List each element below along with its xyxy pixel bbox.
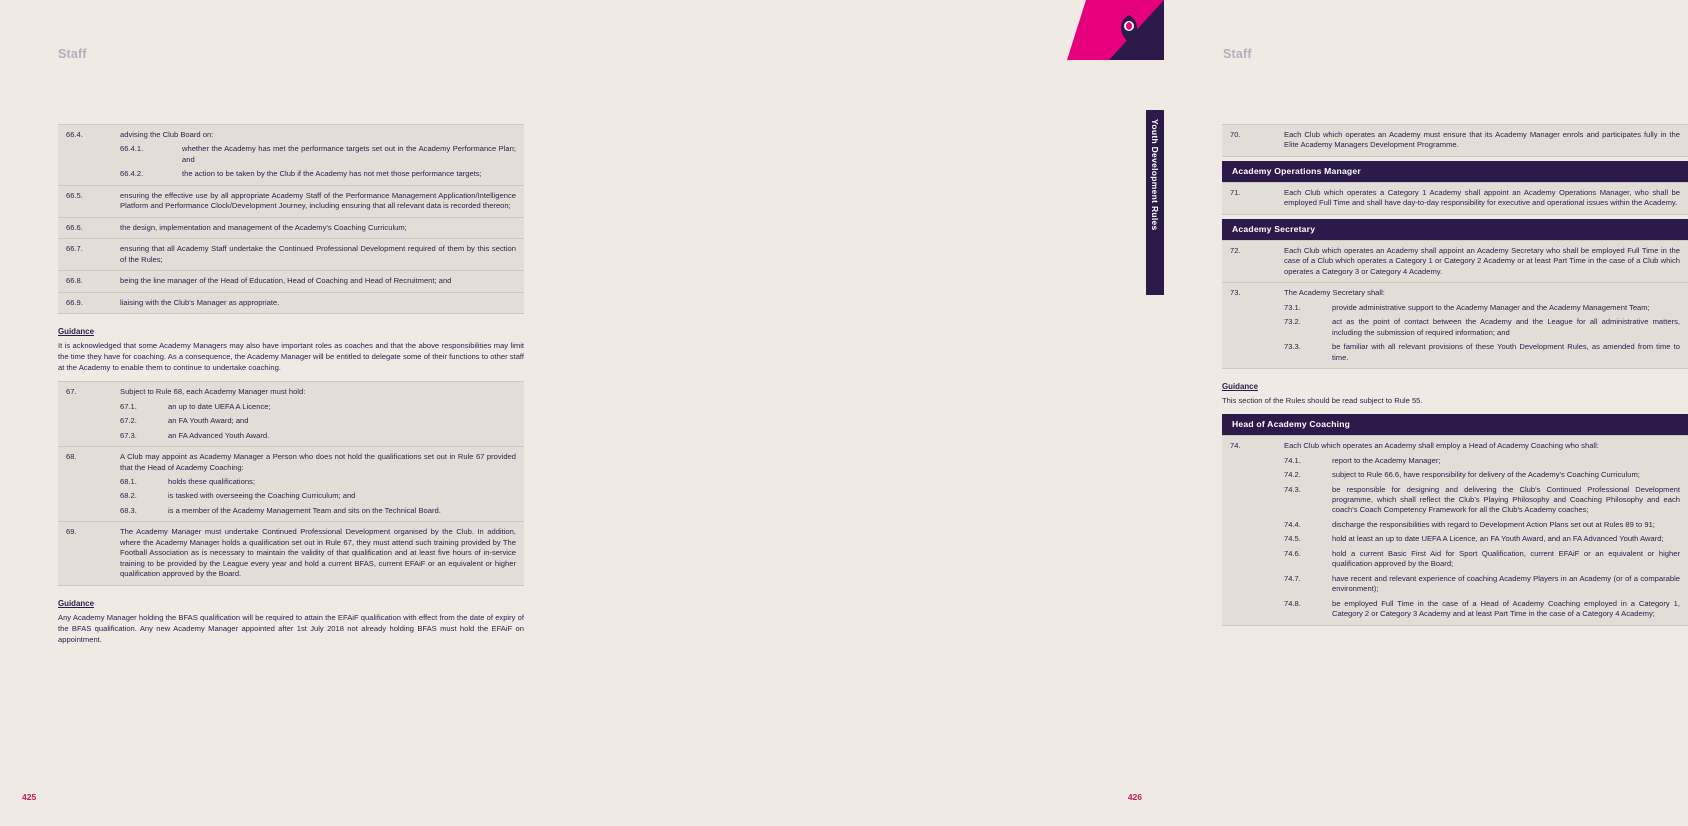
clause-row	[58, 446, 524, 521]
right-page-content	[1222, 124, 1688, 626]
clause-block-72-73	[1222, 240, 1688, 369]
clause-row	[58, 382, 524, 446]
clause-subtext: be responsible for designing and delivering the Club's Continued Professional Development programme, which shall reflect the Club's Playing Philosophy and Coaching Philosophy and each coach's Coach Competency Framework for all the Club's Academy coaches;	[1332, 484, 1680, 515]
clause-block-71	[1222, 182, 1688, 215]
clause-subitem	[1284, 599, 1680, 620]
clause-body	[120, 387, 516, 441]
clause-block-74	[1222, 435, 1688, 626]
clause-number: 72.	[1230, 245, 1241, 255]
side-tab-label: Youth Development Rules	[1150, 119, 1160, 231]
clause-row	[58, 217, 524, 238]
clause-body	[1284, 441, 1680, 620]
clause-subnumber: 67.3.	[120, 430, 137, 440]
clause-number: 74.	[1230, 441, 1241, 451]
left-page-content	[58, 124, 524, 649]
clause-row	[58, 270, 524, 291]
clause-number: 70.	[1230, 130, 1241, 139]
clause-subtext: have recent and relevant experience of coaching Academy Players in an Academy (or of a comparable environment);	[1332, 573, 1680, 594]
guidance-title: Guidance	[1222, 382, 1258, 392]
clause-subnumber: 68.3.	[120, 505, 137, 515]
guidance-title: Guidance	[58, 598, 94, 608]
clause-subtext: hold at least an up to date UEFA A Licence, an FA Youth Award, and an FA Advanced Youth Award;	[1332, 534, 1664, 544]
clause-subnumber: 68.1.	[120, 476, 137, 486]
clause-number: 73.	[1230, 288, 1241, 298]
clause-block-66	[58, 124, 524, 314]
clause-text: A Club may appoint as Academy Manager a Person who does not hold the qualifications set out in Rule 67 provided that the Head of Academy Coaching:	[120, 452, 516, 472]
clause-subtext: subject to Rule 66.6, have responsibility for delivery of the Academy's Coaching Curriculum;	[1332, 470, 1640, 480]
clause-subnumber: 67.1.	[120, 401, 137, 411]
clause-subtext: is tasked with overseeing the Coaching Curriculum; and	[168, 491, 356, 501]
clause-text: the design, implementation and management of the Academy's Coaching Curriculum;	[120, 222, 407, 232]
clause-number: 66.7.	[66, 244, 83, 254]
clause-subtext: hold a current Basic First Aid for Sport Qualification, current EFAiF or an equivalent or higher qualification approved by the Board;	[1332, 548, 1680, 569]
clause-subtext: an FA Youth Award; and	[168, 416, 249, 426]
clause-subnumber: 66.4.1.	[120, 144, 144, 154]
clause-subtext: discharge the responsibilities with regard to Development Action Plans set out at Rules 89 to 91;	[1332, 519, 1655, 529]
clause-subtext: provide administrative support to the Academy Manager and the Academy Management Team;	[1332, 302, 1650, 312]
clause-number: 67.	[66, 387, 77, 397]
clause-subitem	[1284, 534, 1680, 544]
clause-number: 66.4.	[66, 130, 83, 139]
clause-subitem	[1284, 456, 1680, 466]
clause-block-67-69	[58, 381, 524, 586]
clause-subitem	[120, 144, 516, 165]
clause-subtext: an FA Advanced Youth Award.	[168, 430, 270, 440]
page-left	[0, 0, 582, 826]
clause-subnumber: 68.2.	[120, 491, 137, 501]
clause-number: 66.8.	[66, 276, 83, 286]
clause-text: The Academy Secretary shall:	[1284, 288, 1385, 298]
clause-body	[120, 130, 516, 180]
clause-subnumber: 74.4.	[1284, 519, 1301, 529]
league-crest-icon	[1116, 14, 1142, 46]
clause-subnumber: 66.4.2.	[120, 169, 144, 179]
guidance-text: This section of the Rules should be read subject to Rule 55.	[1222, 396, 1423, 406]
clause-row	[1222, 436, 1688, 625]
clause-row	[1222, 183, 1688, 214]
page-number-left: 425	[22, 792, 37, 802]
clause-subtext: an up to date UEFA A Licence;	[168, 401, 271, 411]
clause-body	[1284, 288, 1680, 363]
clause-subitem	[1284, 549, 1680, 570]
clause-row	[58, 125, 524, 185]
clause-text: ensuring the effective use by all appropriate Academy Staff of the Performance Management Application/Intelligence Platform and Performance Clock/Development Journey, including ensuring that all relevant data is recorded thereon;	[120, 190, 516, 211]
clause-row	[1222, 241, 1688, 282]
clause-subitem	[120, 506, 516, 516]
clause-text: Each Club which operates a Category 1 Academy shall appoint an Academy Operations Manager, who shall be employed Full Time and shall have day-to-day responsibility for executive and operational issues within the Academy.	[1284, 187, 1680, 208]
clause-text: advising the Club Board on:	[120, 130, 214, 139]
page-number-right: 426	[1127, 792, 1142, 802]
clause-number: 68.	[66, 452, 77, 462]
clause-text: Subject to Rule 68, each Academy Manager must hold:	[120, 387, 306, 397]
clause-subnumber: 74.7.	[1284, 573, 1301, 583]
clause-text: Each Club which operates an Academy shall employ a Head of Academy Coaching who shall:	[1284, 441, 1599, 451]
clause-body	[120, 452, 516, 516]
guidance-block	[58, 599, 524, 645]
guidance-block	[1222, 382, 1688, 406]
clause-number: 66.9.	[66, 297, 83, 307]
clause-row	[1222, 125, 1688, 156]
clause-text: ensuring that all Academy Staff undertake the Continued Professional Development required of them by this section of the Rules;	[120, 244, 516, 264]
section-heading-academy-operations-manager: Academy Operations Manager	[1222, 161, 1688, 182]
clause-subitem	[120, 402, 516, 412]
clause-subitem	[120, 477, 516, 487]
clause-subtext: the action to be taken by the Club if the Academy has not met those performance targets;	[182, 169, 482, 179]
clause-subitem	[1284, 485, 1680, 516]
clause-subnumber: 74.2.	[1284, 470, 1301, 480]
clause-subnumber: 67.2.	[120, 416, 137, 426]
clause-row	[1222, 282, 1688, 368]
clause-row	[58, 185, 524, 217]
guidance-block	[58, 327, 524, 373]
clause-subtext: report to the Academy Manager;	[1332, 455, 1441, 465]
running-head-left: Staff	[58, 47, 87, 61]
clause-subitem	[1284, 470, 1680, 480]
clause-subitem	[120, 431, 516, 441]
clause-subnumber: 74.8.	[1284, 598, 1301, 608]
clause-subnumber: 73.1.	[1284, 302, 1301, 312]
clause-subtext: whether the Academy has met the performance targets set out in the Academy Performance Plan; and	[182, 144, 516, 164]
clause-number: 69.	[66, 527, 77, 537]
clause-subitem	[120, 416, 516, 426]
clause-subitem	[1284, 520, 1680, 530]
clause-number: 66.5.	[66, 190, 83, 200]
clause-row	[58, 521, 524, 584]
clause-text: The Academy Manager must undertake Continued Professional Development organised by the Club. In addition, where the Academy Manager holds a qualification set out in Rule 67, they must attend such training provided by The Football Association as is necessary to maintain the validity of that qualification and at least five hours of in-service training to be provided by the League every year and hold a current BFAS, current EFAiF or an equivalent or higher qualification approved by the Board.	[120, 527, 516, 579]
guidance-text: It is acknowledged that some Academy Managers may also have important roles as coaches and that the above responsibilities may limit the time they have for coaching. As a consequence, the Academy Manager will be entitled to delegate some of their functions to other staff at the Academy to enable them to continue to undertake coaching.	[58, 341, 524, 373]
clause-subitem	[1284, 303, 1680, 313]
clause-subtext: be employed Full Time in the case of a Head of Academy Coaching employed in a Category 1, Category 2 or Category 3 Academy and at least Part Time in the case of a Category 4 Academy;	[1332, 598, 1680, 619]
guidance-title: Guidance	[58, 327, 94, 337]
clause-subtext: is a member of the Academy Management Team and sits on the Technical Board.	[168, 505, 441, 515]
clause-subtext: holds these qualifications;	[168, 476, 255, 486]
clause-text: Each Club which operates an Academy must ensure that its Academy Manager enrols and participates fully in the Elite Academy Managers Development Programme.	[1284, 130, 1680, 150]
clause-number: 66.6.	[66, 222, 83, 232]
clause-text: being the line manager of the Head of Education, Head of Coaching and Head of Recruitment; and	[120, 276, 452, 286]
clause-subitem	[1284, 574, 1680, 595]
clause-text: Each Club which operates an Academy shall appoint an Academy Secretary who shall be employed Full Time in the case of a Club which operates a Category 1 or Category 2 Academy or at least Part Time in the case of a Club which operates a Category 3 or Category 4 Academy.	[1284, 245, 1680, 276]
clause-row	[58, 292, 524, 313]
clause-subitem	[1284, 342, 1680, 363]
section-heading-academy-secretary: Academy Secretary	[1222, 219, 1688, 240]
clause-number: 71.	[1230, 187, 1241, 197]
side-tab-youth-development-rules	[1146, 110, 1164, 295]
clause-subitem	[120, 169, 516, 179]
clause-subnumber: 74.5.	[1284, 534, 1301, 544]
clause-subnumber: 74.3.	[1284, 484, 1301, 494]
section-heading-head-of-academy-coaching: Head of Academy Coaching	[1222, 414, 1688, 435]
clause-subnumber: 74.1.	[1284, 455, 1301, 465]
clause-subtext: be familiar with all relevant provisions of these Youth Development Rules, as amended from time to time.	[1332, 342, 1680, 362]
clause-subnumber: 73.3.	[1284, 342, 1301, 352]
guidance-text: Any Academy Manager holding the BFAS qualification will be required to attain the EFAiF qualification with effect from the date of expiry of the BFAS qualification. Any new Academy Manager appointed after 1st July 2018 not already holding BFAS must hold the EFAiF on appointment.	[58, 612, 524, 644]
clause-subitem	[1284, 317, 1680, 338]
clause-text: liaising with the Club's Manager as appropriate.	[120, 297, 280, 307]
clause-subtext: act as the point of contact between the Academy and the League for all administrative matters, including the submission of required information; and	[1332, 317, 1680, 337]
clause-subnumber: 73.2.	[1284, 317, 1301, 327]
clause-block-70	[1222, 124, 1688, 157]
clause-subitem	[120, 491, 516, 501]
clause-row	[58, 238, 524, 270]
running-head-right: Staff	[1223, 47, 1252, 61]
clause-subnumber: 74.6.	[1284, 548, 1301, 558]
page-right	[582, 0, 1680, 826]
